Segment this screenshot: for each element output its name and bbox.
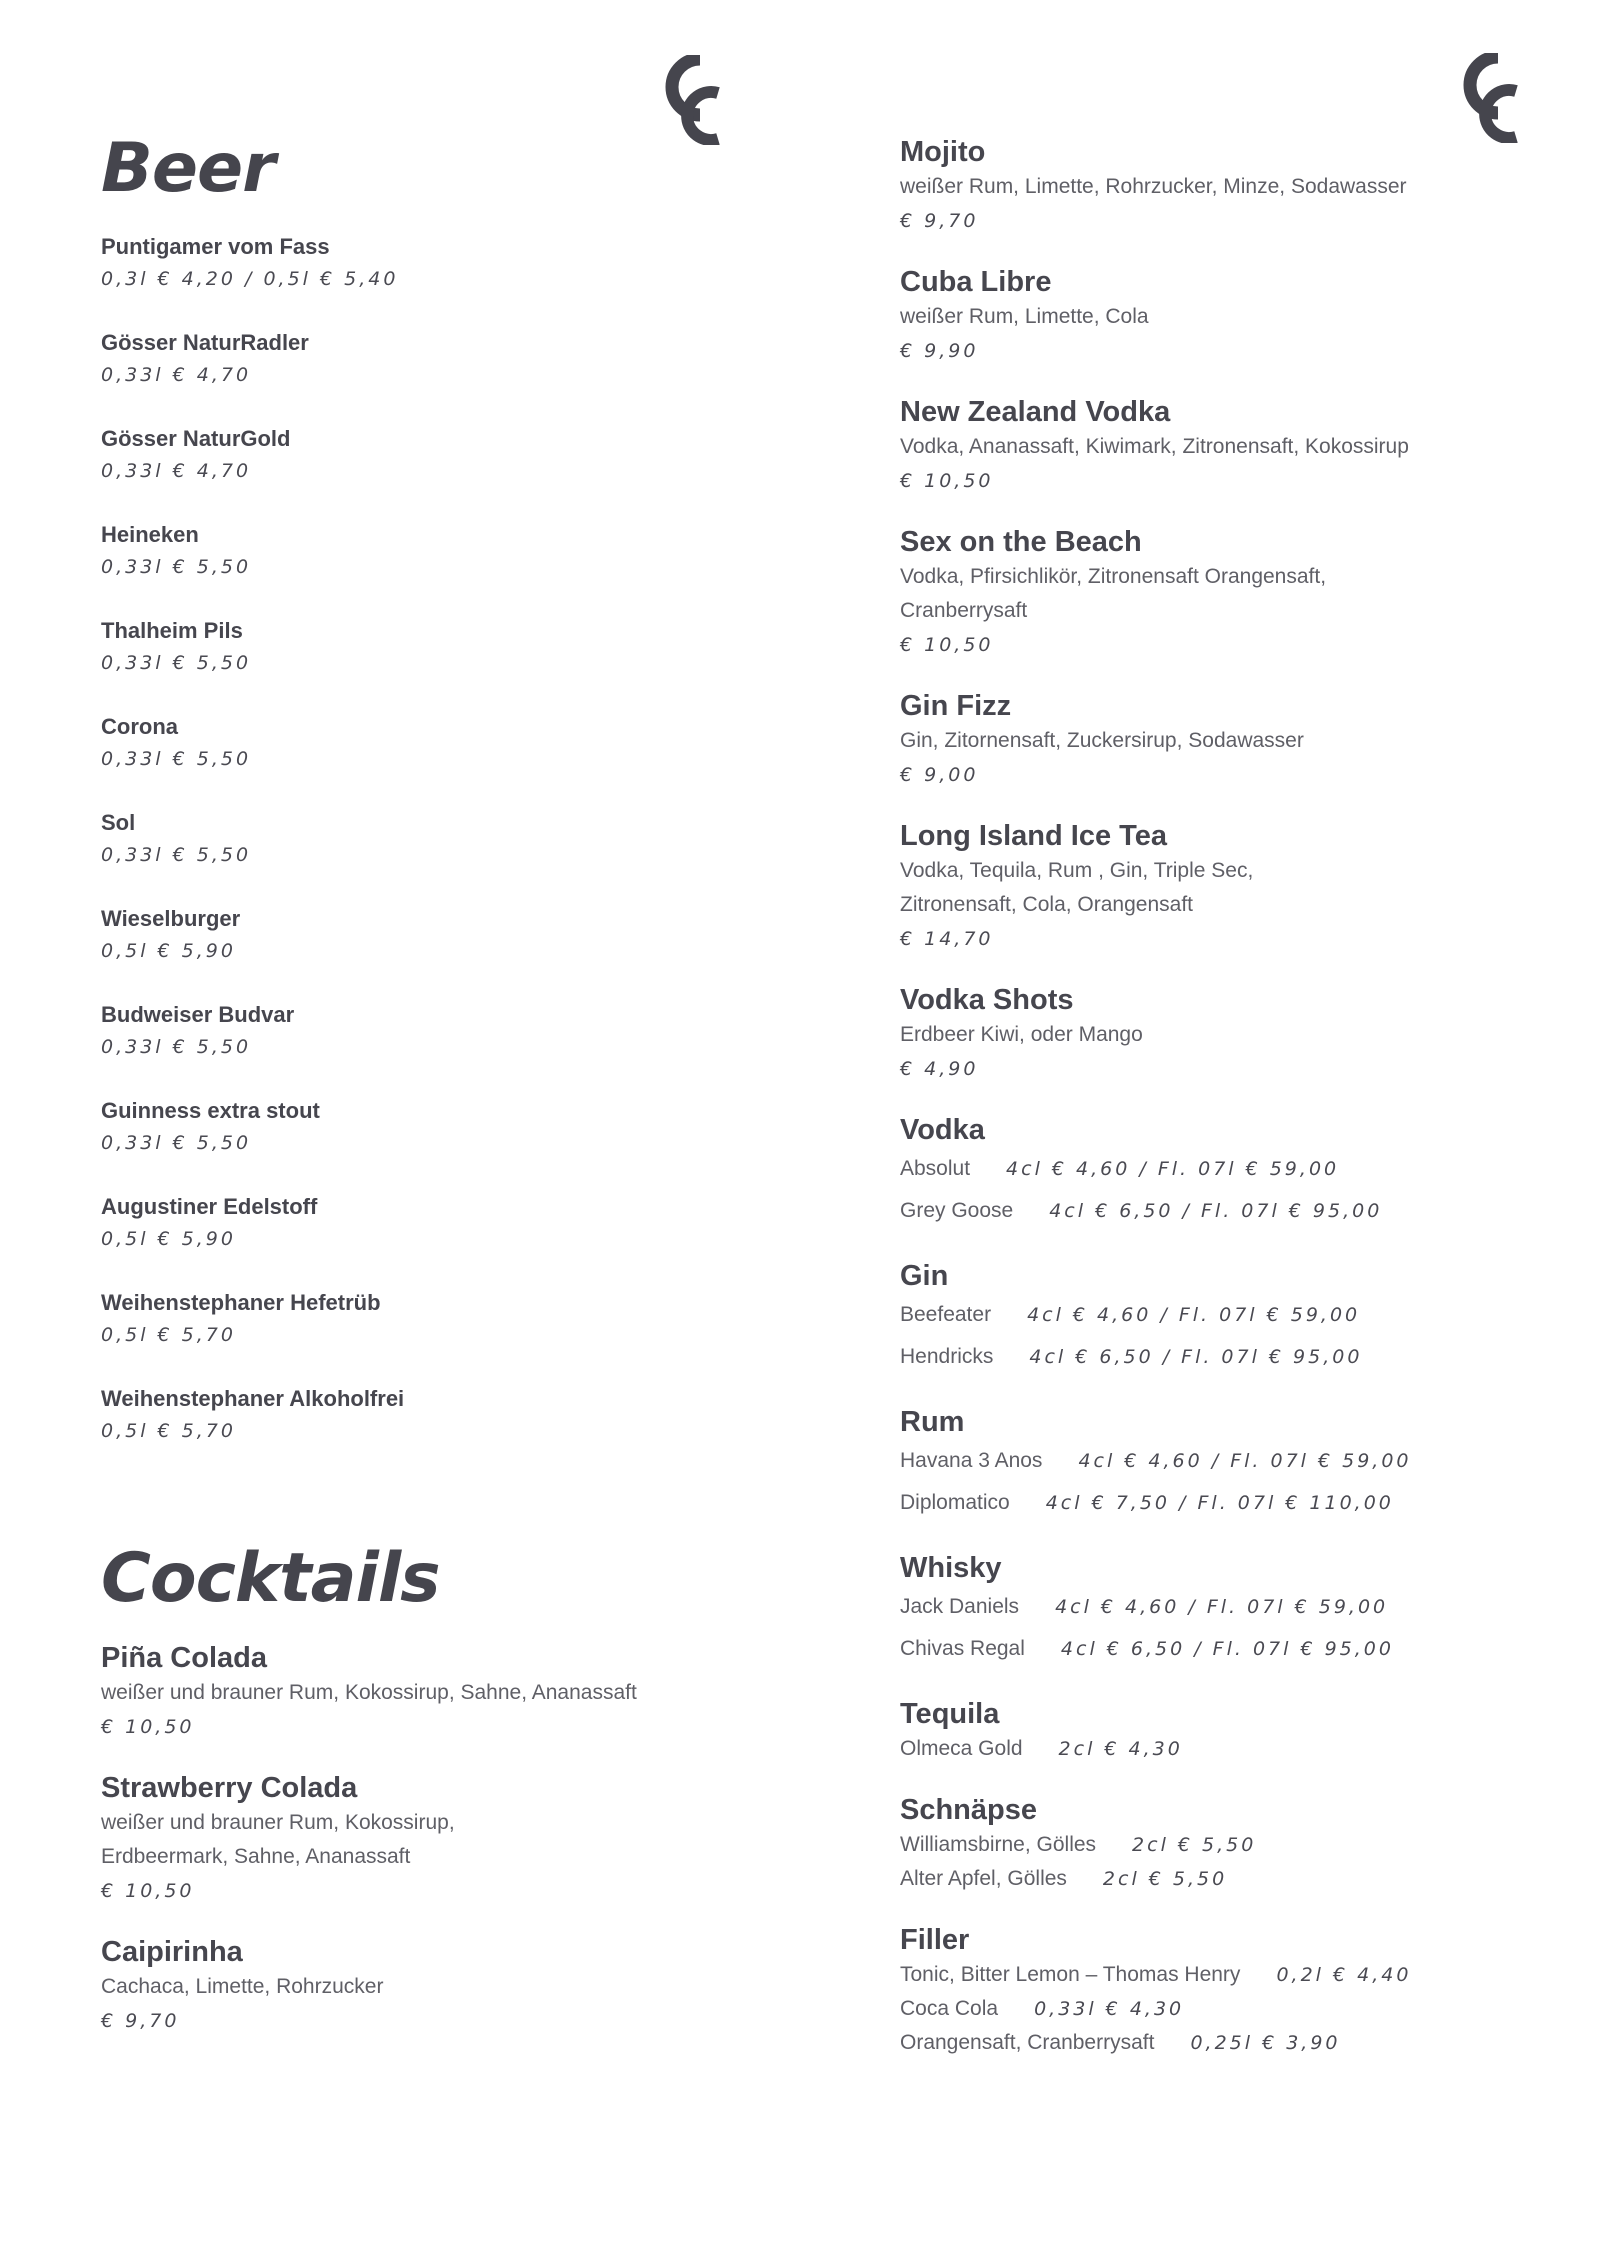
spirit-group	[900, 1922, 1560, 2060]
beer-price: 0,33l € 5,50	[101, 748, 252, 770]
cocktail-description-line: Cranberrysaft	[900, 599, 1028, 622]
cocktail-description-line: Vodka, Ananassaft, Kiwimark, Zitronensaft, Kokossirup	[900, 435, 1409, 458]
spirit-price: 0,2l € 4,40	[1276, 1964, 1412, 1986]
cocktail-name: Vodka Shots	[900, 984, 1074, 1016]
beer-name: Weihenstephaner Alkoholfrei	[101, 1386, 405, 1411]
cocktail-item	[900, 688, 1560, 792]
beer-name: Augustiner Edelstoff	[101, 1194, 318, 1219]
spirit-label: Alter Apfel, Gölles	[900, 1867, 1067, 1890]
beer-price: 0,33l € 5,50	[101, 844, 252, 866]
beer-price: 0,33l € 5,50	[101, 1036, 252, 1058]
spirit-group-name: Schnäpse	[900, 1794, 1037, 1826]
spirit-row	[900, 1628, 1560, 1670]
spirit-group-name: Whisky	[900, 1552, 1002, 1584]
spirit-group	[900, 1112, 1560, 1232]
spirit-group-name: Rum	[900, 1406, 965, 1438]
cocktail-description	[900, 430, 1560, 464]
section-title-beer: Beer	[101, 129, 275, 208]
spirit-label: Diplomatico	[900, 1491, 1010, 1514]
beer-price: 0,33l € 5,50	[101, 652, 252, 674]
cocktail-description-line: weißer Rum, Limette, Rohrzucker, Minze, Sodawasser	[900, 175, 1407, 198]
cocktail-price: € 9,90	[900, 340, 979, 362]
beer-item	[101, 1000, 801, 1096]
spirit-row	[900, 1732, 1560, 1766]
cocktail-description-line: weißer Rum, Limette, Cola	[900, 305, 1149, 328]
spirit-label: Hendricks	[900, 1345, 994, 1368]
spirit-row	[900, 1440, 1560, 1482]
spirit-label: Orangensaft, Cranberrysaft	[900, 2031, 1155, 2054]
cocktail-description-line: weißer und brauner Rum, Kokossirup, Sahne, Ananassaft	[101, 1681, 637, 1704]
beer-name: Gösser NaturGold	[101, 426, 291, 451]
cocktail-name: Gin Fizz	[900, 690, 1012, 722]
cocktail-name: Strawberry Colada	[101, 1772, 358, 1804]
beer-item	[101, 808, 801, 904]
cocktail-price: € 10,50	[900, 634, 994, 656]
cocktail-name: Mojito	[900, 136, 986, 168]
cocktail-price: € 4,90	[900, 1058, 979, 1080]
cocktail-description	[900, 170, 1560, 204]
spirit-label: Olmeca Gold	[900, 1737, 1023, 1760]
beer-name: Thalheim Pils	[101, 618, 243, 643]
spirit-group-name: Gin	[900, 1260, 949, 1292]
spirit-price: 4cl € 4,60 / Fl. 07l € 59,00	[1006, 1158, 1340, 1180]
beer-item	[101, 1192, 801, 1288]
cocktail-description	[101, 1806, 801, 1874]
spirit-row	[900, 1828, 1560, 1862]
cocktail-description	[900, 300, 1560, 334]
spirit-price: 0,33l € 4,30	[1034, 1998, 1185, 2020]
beer-name: Budweiser Budvar	[101, 1002, 295, 1027]
cocktail-name: Sex on the Beach	[900, 526, 1142, 558]
spirit-price: 4cl € 4,60 / Fl. 07l € 59,00	[1078, 1450, 1412, 1472]
cocktail-name: Long Island Ice Tea	[900, 820, 1167, 852]
spirit-row	[900, 1190, 1560, 1232]
cocktail-list-left	[101, 1640, 801, 2038]
spirit-group	[900, 1258, 1560, 1378]
cocktail-price: € 9,00	[900, 764, 979, 786]
cocktail-name: Caipirinha	[101, 1936, 243, 1968]
beer-price: 0,33l € 4,70	[101, 364, 252, 386]
cocktail-item	[900, 524, 1560, 662]
spirits-list	[900, 1112, 1560, 2060]
cocktail-description-line: Cachaca, Limette, Rohrzucker	[101, 1975, 384, 1998]
cocktail-price: € 9,70	[101, 2010, 180, 2032]
spirit-row	[900, 1958, 1560, 1992]
spirit-price: 2cl € 5,50	[1102, 1868, 1228, 1890]
cocktail-description-line: weißer und brauner Rum, Kokossirup,	[101, 1811, 455, 1834]
cocktail-description	[900, 724, 1560, 758]
beer-item	[101, 328, 801, 424]
beer-name: Puntigamer vom Fass	[101, 234, 330, 259]
section-title-cocktails: Cocktails	[101, 1539, 440, 1618]
beer-item	[101, 904, 801, 1000]
spirit-price: 4cl € 4,60 / Fl. 07l € 59,00	[1027, 1304, 1361, 1326]
spirit-label: Coca Cola	[900, 1997, 999, 2020]
cocktail-description	[101, 1676, 801, 1710]
cocktail-item	[900, 818, 1560, 956]
spirit-label: Havana 3 Anos	[900, 1449, 1043, 1472]
spirit-price: 4cl € 6,50 / Fl. 07l € 95,00	[1060, 1638, 1394, 1660]
beer-price: 0,3l € 4,20 / 0,5l € 5,40	[101, 268, 399, 290]
beer-price: 0,5l € 5,70	[101, 1420, 236, 1442]
spirit-price: 4cl € 7,50 / Fl. 07l € 110,00	[1045, 1492, 1394, 1514]
beer-item	[101, 424, 801, 520]
beer-name: Corona	[101, 714, 178, 739]
cocktail-description-line: Erdbeermark, Sahne, Ananassaft	[101, 1845, 411, 1868]
spirit-group	[900, 1792, 1560, 1896]
spirit-row	[900, 2026, 1560, 2060]
beer-name: Sol	[101, 810, 136, 835]
spirit-label: Tonic, Bitter Lemon – Thomas Henry	[900, 1963, 1241, 1986]
left-column	[101, 128, 801, 2064]
right-column	[900, 134, 1560, 2086]
cocktail-item	[900, 982, 1560, 1086]
beer-price: 0,5l € 5,70	[101, 1324, 236, 1346]
beer-name: Guinness extra stout	[101, 1098, 320, 1123]
beer-price: 0,33l € 5,50	[101, 556, 252, 578]
cocktail-price: € 14,70	[900, 928, 994, 950]
cocktail-description-line: Vodka, Pfirsichlikör, Zitronensaft Orangensaft,	[900, 565, 1327, 588]
cocktail-description	[101, 1970, 801, 2004]
spirit-row	[900, 1482, 1560, 1524]
spirit-price: 4cl € 6,50 / Fl. 07l € 95,00	[1049, 1200, 1383, 1222]
spirit-group	[900, 1696, 1560, 1766]
beer-item	[101, 232, 801, 328]
cocktail-item	[900, 394, 1560, 498]
spirit-label: Chivas Regal	[900, 1637, 1025, 1660]
cocktail-price: € 10,50	[900, 470, 994, 492]
spirit-row	[900, 1586, 1560, 1628]
spirit-row	[900, 1336, 1560, 1378]
cocktail-description	[900, 560, 1560, 628]
cocktail-item	[101, 1934, 801, 2038]
spirit-label: Beefeater	[900, 1303, 992, 1326]
spirit-price: 4cl € 6,50 / Fl. 07l € 95,00	[1029, 1346, 1363, 1368]
spirit-group	[900, 1550, 1560, 1670]
beer-item	[101, 520, 801, 616]
spirit-row	[900, 1992, 1560, 2026]
beer-name: Gösser NaturRadler	[101, 330, 309, 355]
cocktail-name: New Zealand Vodka	[900, 396, 1171, 428]
cocktail-description-line: Gin, Zitornensaft, Zuckersirup, Sodawasser	[900, 729, 1304, 752]
spirit-group-name: Tequila	[900, 1698, 1000, 1730]
spirit-label: Williamsbirne, Gölles	[900, 1833, 1097, 1856]
beer-item	[101, 712, 801, 808]
cocktail-item	[900, 264, 1560, 368]
cocktail-description-line: Zitronensaft, Cola, Orangensaft	[900, 893, 1193, 916]
spirit-price: 2cl € 5,50	[1132, 1834, 1257, 1856]
beer-item	[101, 1384, 801, 1480]
spirit-row	[900, 1148, 1560, 1190]
spirit-label: Grey Goose	[900, 1199, 1014, 1222]
cocktail-price: € 10,50	[101, 1880, 195, 1902]
spirit-price: 4cl € 4,60 / Fl. 07l € 59,00	[1055, 1596, 1389, 1618]
cc-logo-icon	[1458, 53, 1530, 143]
spirit-group-name: Filler	[900, 1924, 970, 1956]
beer-name: Heineken	[101, 522, 199, 547]
cocktail-name: Piña Colada	[101, 1642, 267, 1674]
cocktail-description-line: Erdbeer Kiwi, oder Mango	[900, 1023, 1143, 1046]
spirit-group	[900, 1404, 1560, 1524]
cocktail-price: € 9,70	[900, 210, 979, 232]
beer-price: 0,5l € 5,90	[101, 940, 236, 962]
beer-item	[101, 1288, 801, 1384]
spirit-label: Jack Daniels	[900, 1595, 1020, 1618]
spirit-price: 0,25l € 3,90	[1190, 2032, 1341, 2054]
cocktail-description	[900, 854, 1560, 922]
cocktail-item	[101, 1770, 801, 1908]
cocktail-name: Cuba Libre	[900, 266, 1052, 298]
spirit-row	[900, 1862, 1560, 1896]
beer-price: 0,33l € 4,70	[101, 460, 252, 482]
spirit-group-name: Vodka	[900, 1114, 985, 1146]
spirit-price: 2cl € 4,30	[1058, 1738, 1183, 1760]
cocktail-description-line: Vodka, Tequila, Rum , Gin, Triple Sec,	[900, 859, 1254, 882]
cocktail-price: € 10,50	[101, 1716, 195, 1738]
beer-price: 0,33l € 5,50	[101, 1132, 252, 1154]
beer-item	[101, 1096, 801, 1192]
beer-name: Wieselburger	[101, 906, 241, 931]
cocktail-description	[900, 1018, 1560, 1052]
beer-list	[101, 232, 801, 1480]
beer-price: 0,5l € 5,90	[101, 1228, 236, 1250]
beer-item	[101, 616, 801, 712]
cocktail-item	[900, 134, 1560, 238]
spirit-row	[900, 1294, 1560, 1336]
spirit-label: Absolut	[900, 1157, 971, 1180]
cocktail-list-right	[900, 134, 1560, 1086]
beer-name: Weihenstephaner Hefetrüb	[101, 1290, 381, 1315]
cocktail-item	[101, 1640, 801, 1744]
